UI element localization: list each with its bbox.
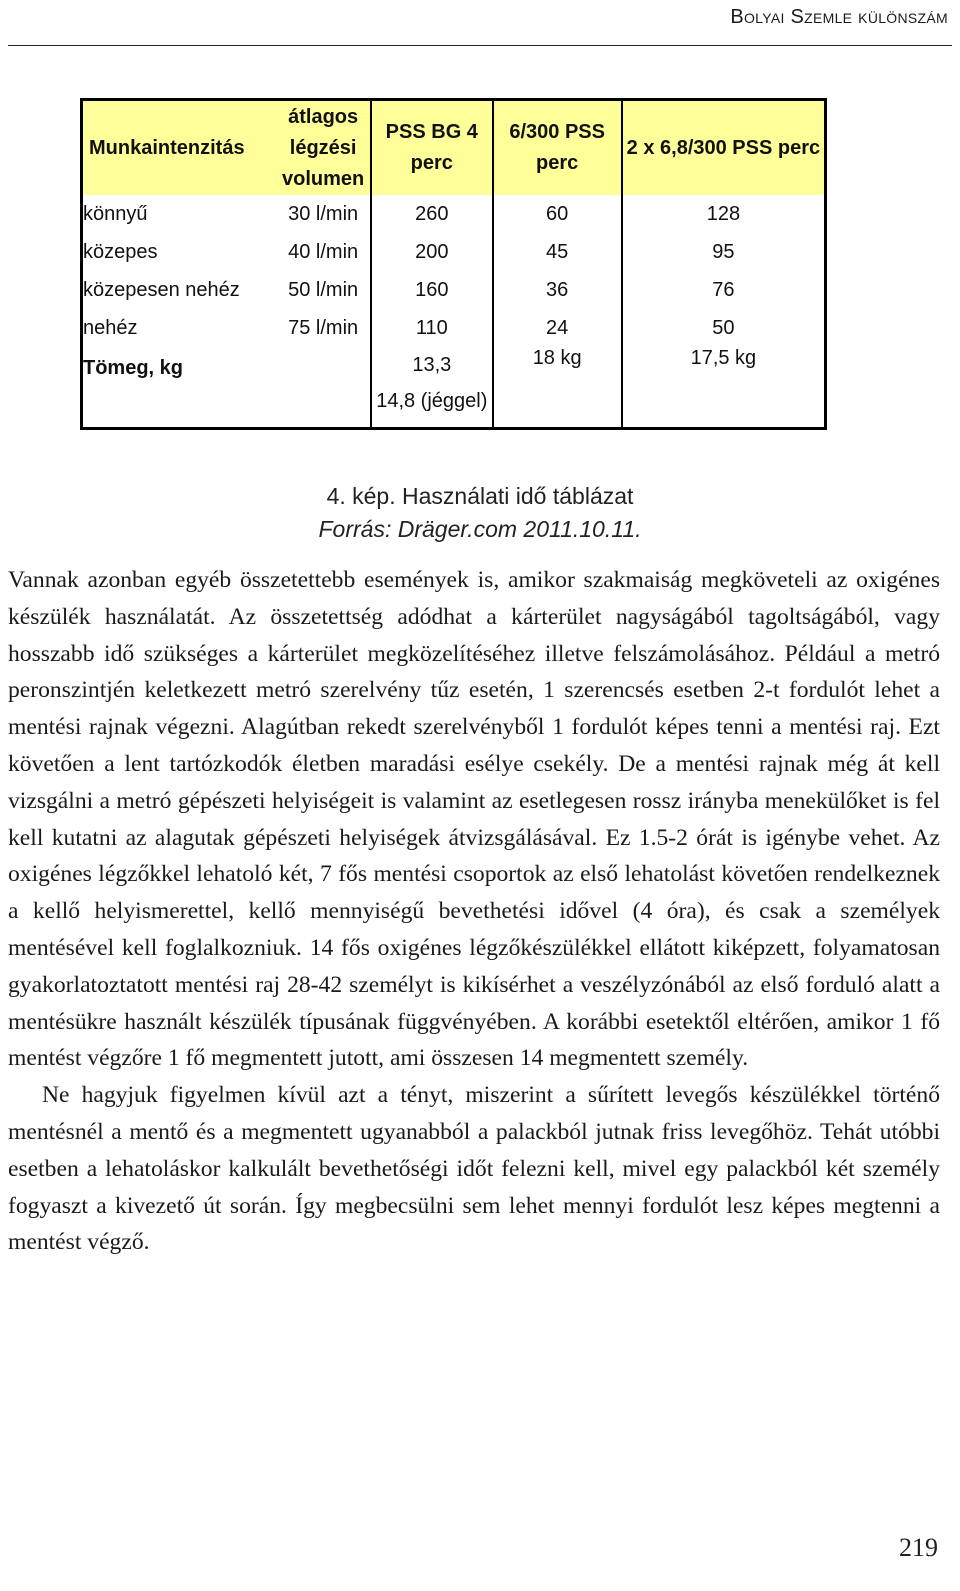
header-breathing-volume: átlagos légzési volumen [276,100,371,196]
body-text [8,562,940,1261]
body-paragraph: Ne hagyjuk figyelmen kívül azt a tényt, miszerint a sűrített levegős készülékkel történő mentésnél a mentő és a megmentett ugyanabból a palackból jutnak friss levegőhöz. Tehát utóbbi esetben a lehatoláskor kalkulált bevethetőségi időt felezni kell, mivel egy palackból két személy fogyaszt a kivezető út során. Így megbecsülni sem lehet mennyi fordulót lesz képes megtenni a mentést végző. [8,1082,940,1256]
row-volume: 50 l/min [288,278,359,301]
row-pss-6-300: 36 [546,278,569,301]
mass-pss-2x68: 17,5 kg [622,347,826,429]
row-pss-bg4: 260 [371,195,492,233]
header-rule [8,45,952,46]
row-volume: 75 l/min [288,316,359,339]
mass-volume [276,347,371,429]
row-label: nehéz [83,316,138,339]
running-head: Bolyai Szemle különszám [730,6,948,28]
mass-pss-bg4: 13,3 [412,354,452,376]
table-row [82,195,826,233]
table-row [82,309,826,347]
mass-pss-6-300: 18 kg [532,347,582,369]
mass-pss-bg4-ice: 14,8 (jéggel) [376,390,488,412]
row-volume: 30 l/min [288,202,359,225]
mass-label: Tömeg, kg [83,357,184,379]
row-pss-2x68: 76 [622,271,826,309]
row-pss-6-300: 45 [546,240,569,263]
row-label: könnyű [83,202,148,225]
header-pss-2x68: 2 x 6,8/300 PSS perc [622,100,826,196]
body-paragraph: Vannak azonban egyéb összetettebb események is, amikor szakmaiság megköveteli az oxigénes készülék használatát. Az összetettség adódhat a kárterület nagyságából tagoltságából, vagy hosszabb idő szükséges a kárterület megközelítéséhez illetve felszámolásához. Például a metró peronszintjén keletkezett metró szerelvény tűz esetén, 1 szerencsés esetben 2-t fordulót lehet a mentési rajnak végezni. Alagútban rekedt szerelvényből 1 fordulót képes tenni a mentési raj. Ezt követően a lent tartózkodók életben maradási esélye csekély. De a mentési rajnak még át kell vizsgálni a metró gépészeti helyiségeit is valamint az esetlegesen rossz irányba menekülőket is fel kell kutatni az alagutak gépészeti helyiségek átvizsgálásával. Ez 1.5-2 órát is igénybe vehet. Az oxigénes légzőkkel lehatoló két, 7 fős mentési csoportok az első lehatolást követően rendelkeznek a kellő helyismerettel, kellő mennyiségű bevethetési idővel (4 óra), és csak a személyek mentésével kell foglalkozniuk. 14 fős oxigénes légzőkészülékkel ellátott kiképzett, folyamatosan gyakorlatoztatott mentési raj 28-42 személyt is kikísérhet a veszélyzónából az első forduló alatt a mentésükre használt készülék típusának függvényében. A korábbi esetektől eltérően, amikor 1 fő mentést végzőre 1 fő megmentett jutott, ami összesen 14 megmentett személy. [8,567,940,1072]
header-pss-bg4: PSS BG 4 perc [371,100,492,196]
row-pss-2x68: 50 [622,309,826,347]
row-pss-6-300: 60 [546,202,569,225]
row-label: közepesen nehéz [83,278,240,301]
page-number: 219 [899,1533,938,1562]
table-header-row [82,100,826,196]
row-pss-6-300: 24 [546,316,569,339]
figure-caption: 4. kép. Használati idő táblázat [326,483,634,509]
row-pss-2x68: 128 [622,195,826,233]
figure-source: Forrás: Dräger.com 2011.10.11. [318,516,642,542]
usage-time-table [80,98,827,430]
mass-pss-bg4-cell [371,347,492,429]
row-label: közepes [83,240,158,263]
row-pss-bg4: 160 [371,271,492,309]
row-pss-bg4: 200 [371,233,492,271]
row-volume: 40 l/min [288,240,359,263]
header-work-intensity: Munkaintenzitás [82,100,277,196]
row-pss-2x68: 95 [622,233,826,271]
row-pss-bg4: 110 [371,309,492,347]
table-row [82,233,826,271]
table-row [82,271,826,309]
table-mass-row [82,347,826,429]
header-pss-6-300: 6/300 PSS perc [493,100,622,196]
